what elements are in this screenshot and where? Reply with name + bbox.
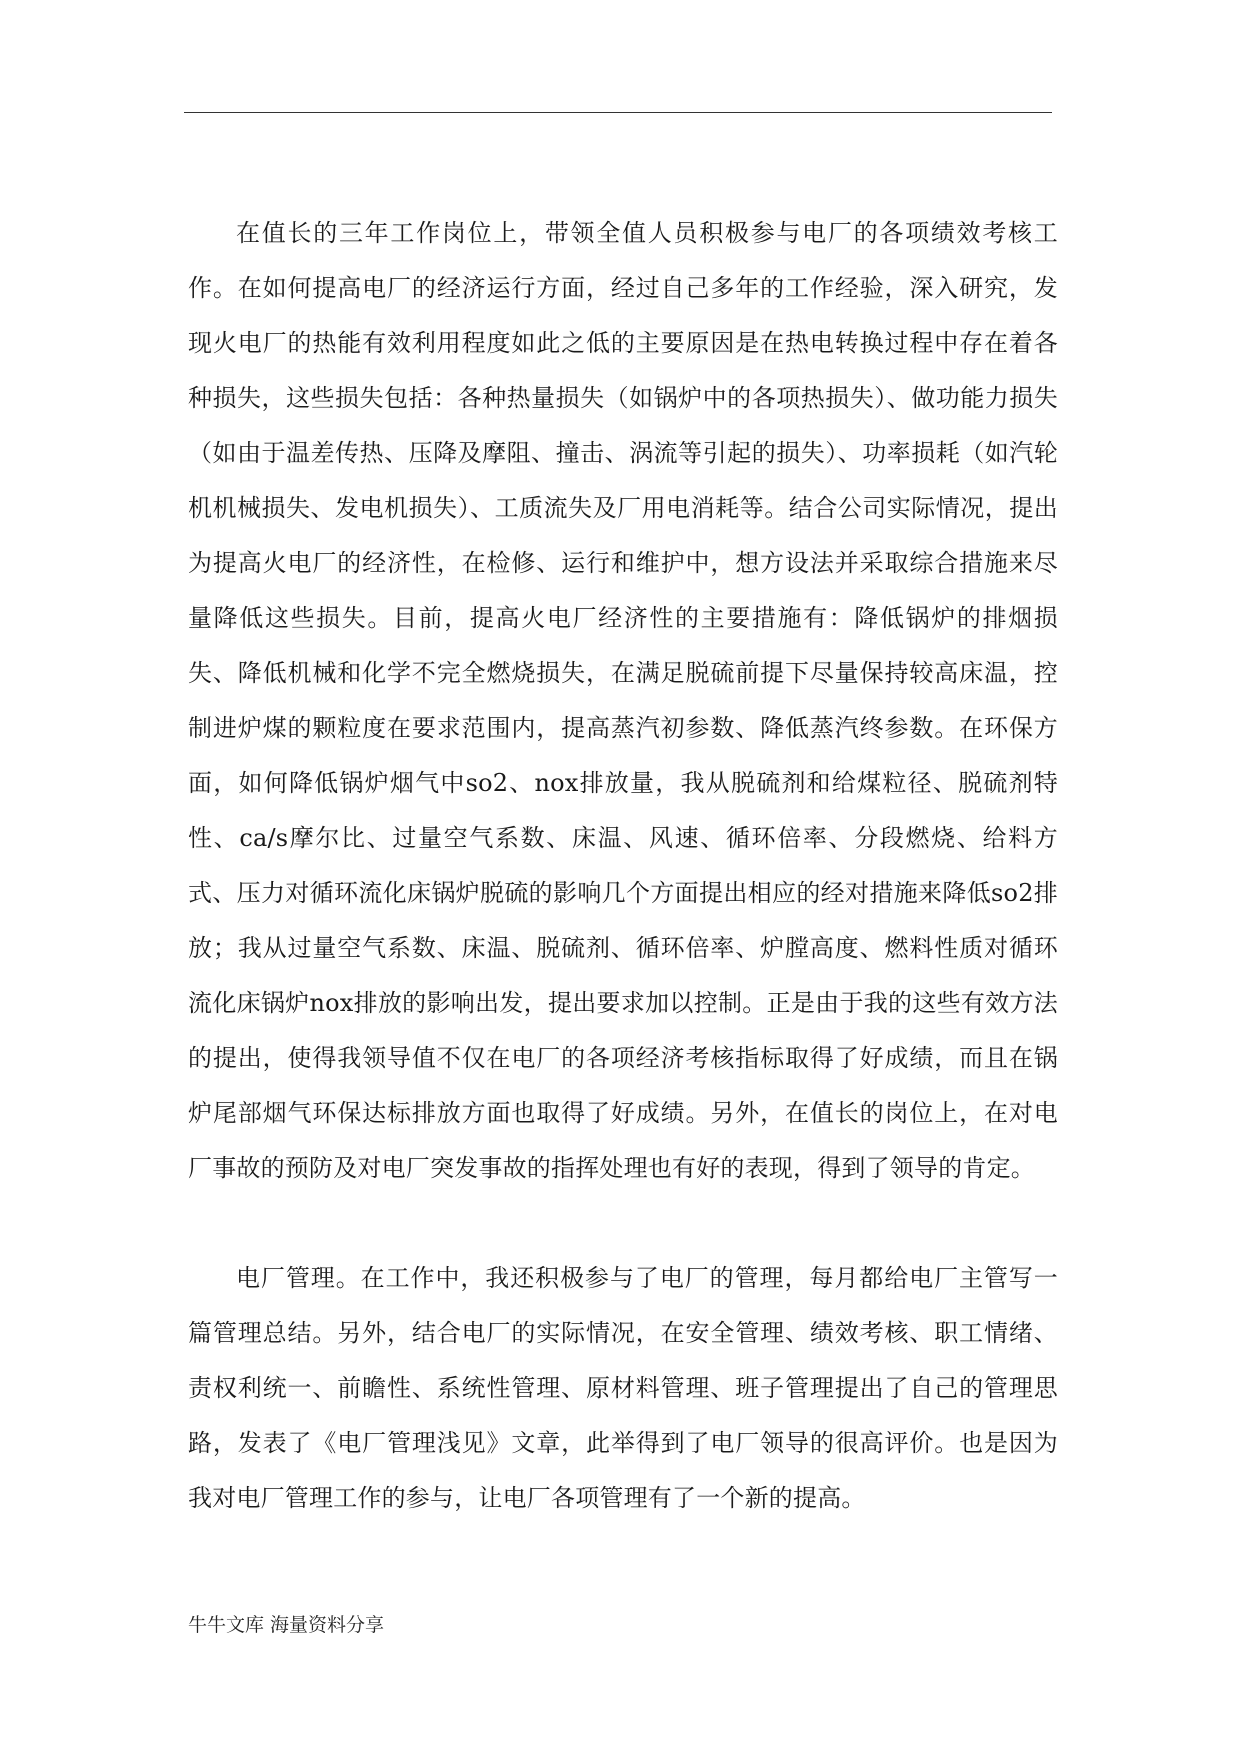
page-footer: 牛牛文库 海量资料分享: [188, 1614, 385, 1636]
document-body: [188, 206, 1058, 1526]
header-rule: [184, 112, 1052, 113]
paragraph-performance-assessment: 在值长的三年工作岗位上，带领全值人员积极参与电厂的各项绩效考核工作。在如何提高电厂的经济运行方面，经过自己多年的工作经验，深入研究，发现火电厂的热能有效利用程度如此之低的主要原因是在热电转换过程中存在着各种损失，这些损失包括：各种热量损失（如锅炉中的各项热损失）、做功能力损失（如由于温差传热、压降及摩阻、撞击、涡流等引起的损失）、功率损耗（如汽轮机机械损失、发电机损失）、工质流失及厂用电消耗等。结合公司实际情况，提出为提高火电厂的经济性，在检修、运行和维护中，想方设法并采取综合措施来尽量降低这些损失。目前，提高火电厂经济性的主要措施有：降低锅炉的排烟损失、降低机械和化学不完全燃烧损失，在满足脱硫前提下尽量保持较高床温，控制进炉煤的颗粒度在要求范围内，提高蒸汽初参数、降低蒸汽终参数。在环保方面，如何降低锅炉烟气中so2、nox排放量，我从脱硫剂和给煤粒径、脱硫剂特性、ca/s摩尔比、过量空气系数、床温、风速、循环倍率、分段燃烧、给料方式、压力对循环流化床锅炉脱硫的影响几个方面提出相应的经对措施来降低so2排放；我从过量空气系数、床温、脱硫剂、循环倍率、炉膛高度、燃料性质对循环流化床锅炉nox排放的影响出发，提出要求加以控制。正是由于我的这些有效方法的提出，使得我领导值不仅在电厂的各项经济考核指标取得了好成绩，而且在锅炉尾部烟气环保达标排放方面也取得了好成绩。另外，在值长的岗位上，在对电厂事故的预防及对电厂突发事故的指挥处理也有好的表现，得到了领导的肯定。: [188, 219, 1058, 1182]
paragraph-plant-management: 电厂管理。在工作中，我还积极参与了电厂的管理，每月都给电厂主管写一篇管理总结。另外，结合电厂的实际情况，在安全管理、绩效考核、职工情绪、责权利统一、前瞻性、系统性管理、原材料管理、班子管理提出了自己的管理思路，发表了《电厂管理浅见》文章，此举得到了电厂领导的很高评价。也是因为我对电厂管理工作的参与，让电厂各项管理有了一个新的提高。: [188, 1264, 1058, 1512]
